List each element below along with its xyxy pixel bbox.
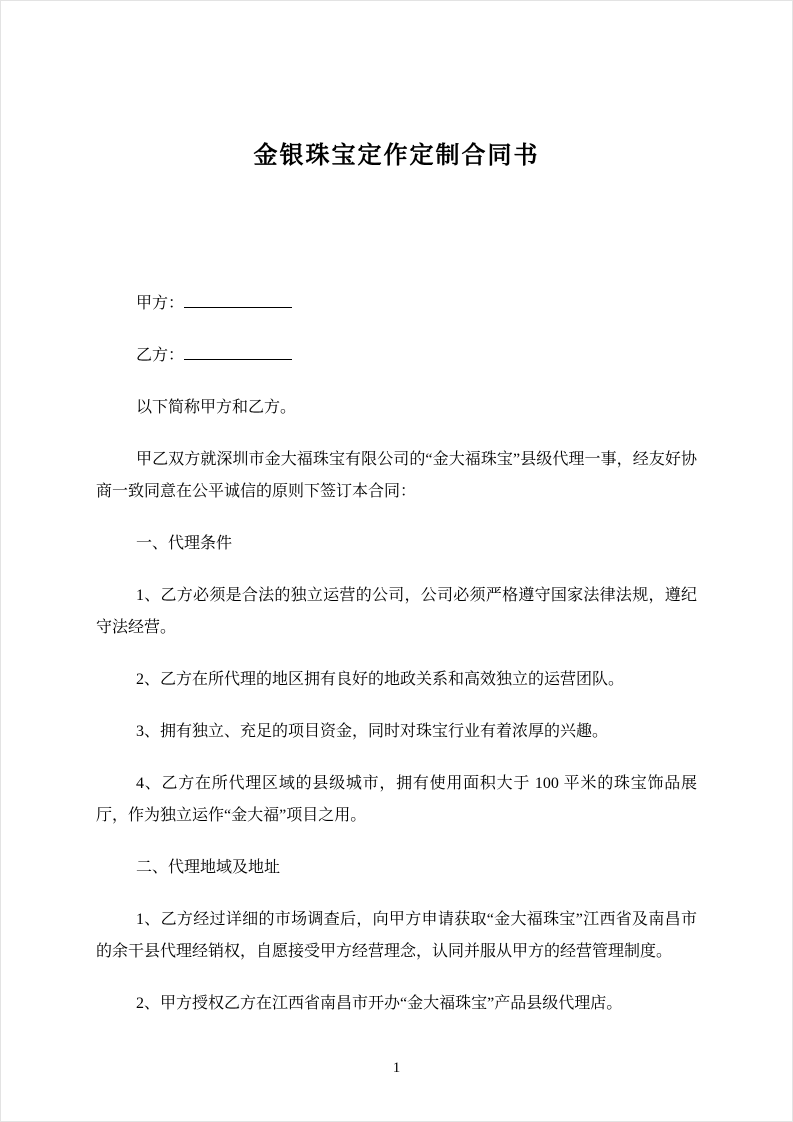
section-2-clause-2: 2、甲方授权乙方在江西省南昌市开办“金大福珠宝”产品县级代理店。 [136,995,623,1012]
section-1-clause-3: 3、拥有独立、充足的项目资金，同时对珠宝行业有着浓厚的兴趣。 [136,723,609,740]
party-b-blank-line [184,344,292,360]
party-b-label: 乙方： [136,347,185,364]
section-2-heading: 二、代理地域及地址 [136,859,281,876]
party-block [96,288,697,372]
party-a-blank-line [184,292,292,308]
intro-note: 以下简称甲方和乙方。 [136,399,297,416]
page-number: 1 [392,1060,401,1076]
section-1-heading: 一、代理条件 [136,535,233,552]
party-a-label: 甲方： [136,295,185,312]
party-b-line [96,340,697,372]
section-2-clause-1: 1、乙方经过详细的市场调查后，向甲方申请获取“金大福珠宝”江西省及南昌市的余干县代理经销权，自愿接受甲方经营理念，认同并服从甲方的经营管理制度。 [96,911,697,960]
preamble-paragraph: 甲乙双方就深圳市金大福珠宝有限公司的“金大福珠宝”县级代理一事，经友好协商一致同意在公平诚信的原则下签订本合同： [96,451,697,500]
party-a-line [96,288,697,320]
section-1-clause-4: 4、乙方在所代理区域的县级城市，拥有使用面积大于 100 平米的珠宝饰品展厅，作为独立运作“金大福”项目之用。 [96,775,697,824]
section-1-clause-1: 1、乙方必须是合法的独立运营的公司，公司必须严格遵守国家法律法规，遵纪守法经营。 [96,587,697,636]
section-1-clause-2: 2、乙方在所代理的地区拥有良好的地政关系和高效独立的运营团队。 [136,671,625,688]
document-title: 金银珠宝定作定制合同书 [253,142,540,169]
